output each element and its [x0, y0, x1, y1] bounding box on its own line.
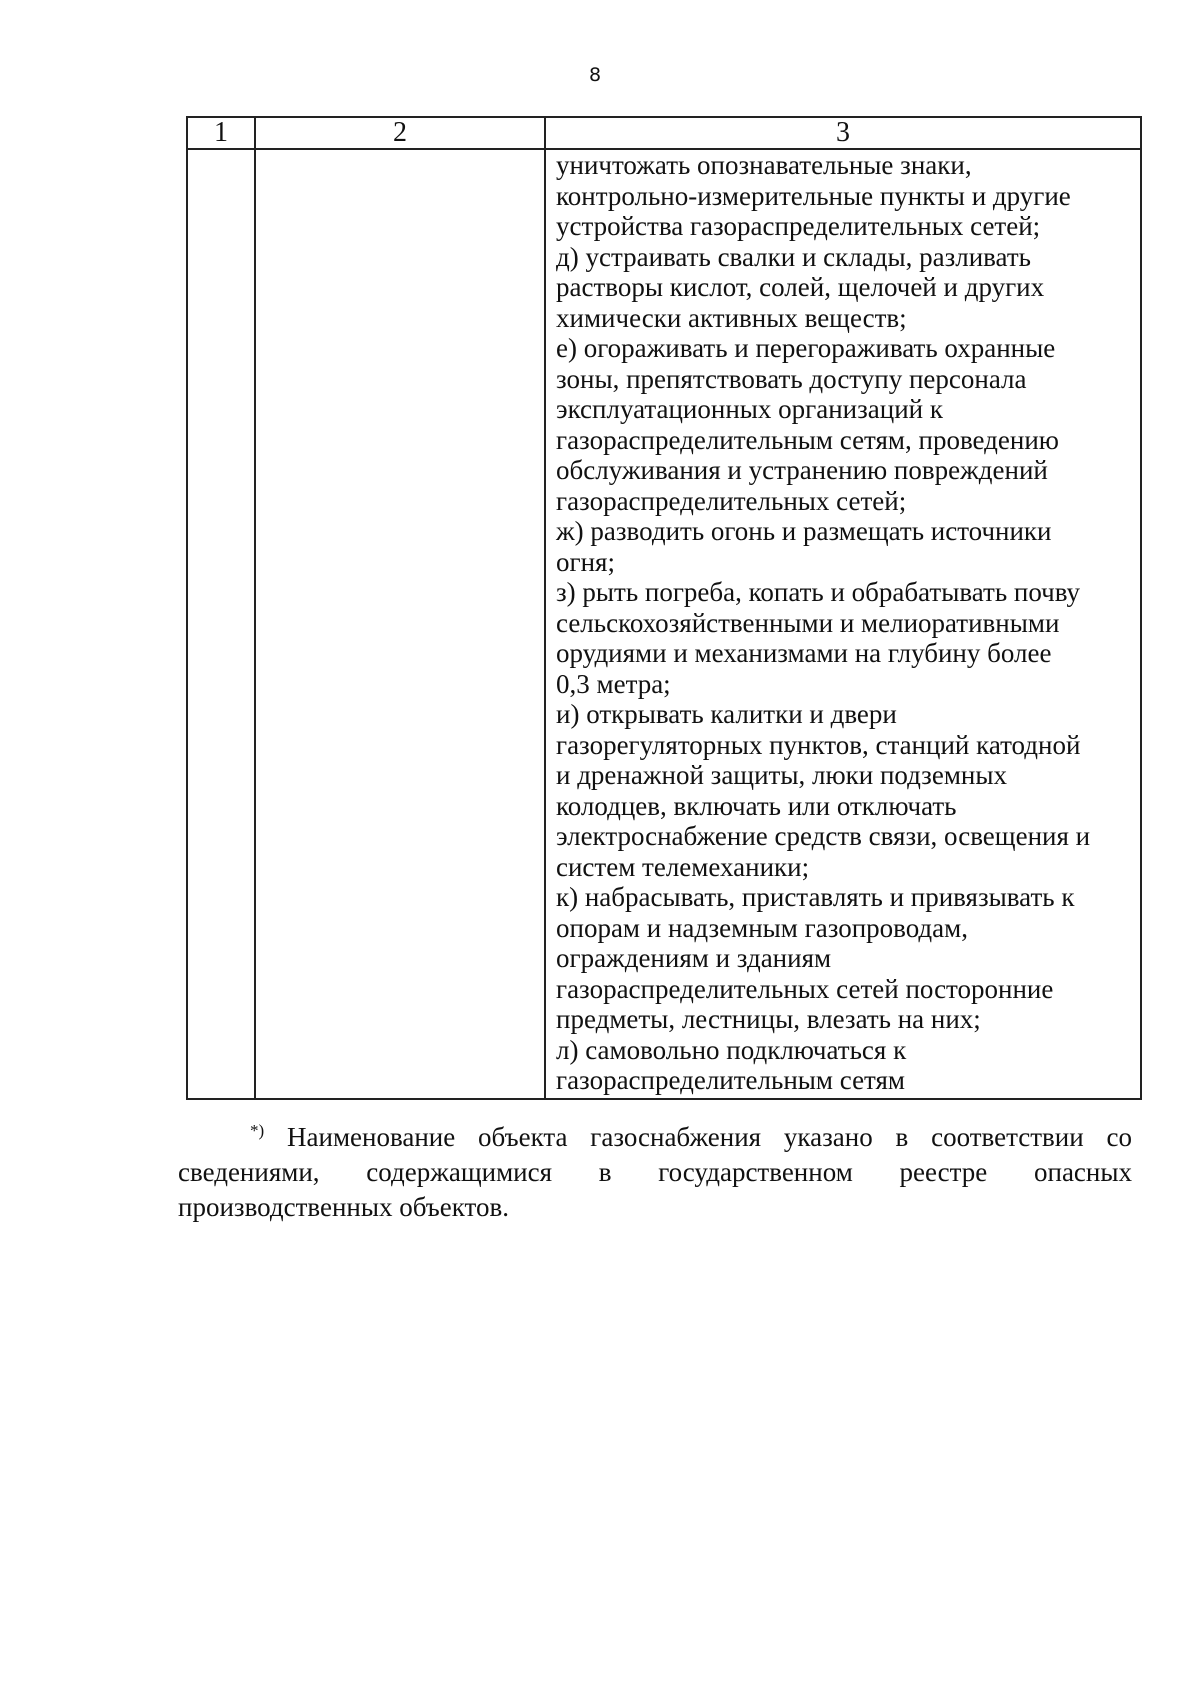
table-cell-line: з) рыть погреба, копать и обрабатывать почву: [556, 577, 1081, 607]
table-cell-line: опорам и надземным газопроводам,: [556, 912, 968, 943]
page-number: 8: [588, 64, 602, 86]
table-cell-line: газораспределительным сетям, проведению: [556, 424, 1059, 455]
table-cell-line: газораспределительным сетям: [556, 1065, 905, 1095]
table-cell-col-1: [187, 149, 255, 1099]
table-cell-col-2: [255, 149, 545, 1099]
table-cell-line: е) огораживать и перегораживать охранные: [556, 333, 1056, 363]
table-cell-line: эксплуатационных организаций к: [556, 394, 943, 424]
table-cell-line: устройства газораспределительных сетей;: [556, 211, 1041, 241]
table-header-col-2: 2: [255, 117, 545, 149]
table-cell-line: химически активных веществ;: [556, 302, 907, 333]
table-cell-line: систем телемеханики;: [556, 851, 810, 882]
table-header-col-3: 3: [545, 117, 1141, 149]
table-cell-line: колодцев, включать или отключать: [556, 790, 957, 821]
footnote: [178, 1120, 1132, 1225]
table-cell-line: контрольно-измерительные пункты и другие: [556, 180, 1071, 211]
table-cell-line: д) устраивать свалки и склады, разливать: [556, 241, 1031, 272]
table-cell-line: огня;: [556, 546, 615, 577]
table-row: [187, 149, 1141, 1099]
footnote-text: Наименование объекта газоснабжения указано в соответствии со сведениями, содержащимися в государственном реестре опасных производственных объектов.: [178, 1122, 1133, 1222]
table-cell-line: к) набрасывать, приставлять и привязывать к: [556, 882, 1075, 912]
table-cell-line: ж) разводить огонь и размещать источники: [556, 516, 1052, 546]
table-cell-line: и) открывать калитки и двери: [556, 699, 897, 729]
table-cell-line: газорегуляторных пунктов, станций катодной: [556, 729, 1081, 760]
table-cell-line: и дренажной защиты, люки подземных: [556, 760, 1008, 790]
table-cell-line: ограждениям и зданиям: [556, 943, 832, 973]
prohibitions-list: [546, 150, 1140, 1098]
restrictions-table: [186, 116, 1142, 1100]
table-cell-line: уничтожать опознавательные знаки,: [556, 150, 972, 180]
table-cell-line: зоны, препятствовать доступу персонала: [556, 363, 1027, 394]
footnote-marker: *): [250, 1121, 265, 1140]
table-cell-line: 0,3 метра;: [556, 668, 671, 699]
table-cell-col-3: [545, 149, 1141, 1099]
table-cell-line: растворы кислот, солей, щелочей и других: [556, 272, 1045, 302]
table-cell-line: орудиями и механизмами на глубину более: [556, 638, 1052, 668]
table-cell-line: обслуживания и устранению повреждений: [556, 455, 1048, 485]
table-cell-line: предметы, лестницы, влезать на них;: [556, 1004, 981, 1034]
table-header-col-1: 1: [187, 117, 255, 149]
table-cell-line: газораспределительных сетей посторонние: [556, 973, 1054, 1004]
table-header-row: [187, 117, 1141, 149]
table-cell-line: газораспределительных сетей;: [556, 485, 907, 516]
table-cell-line: электроснабжение средств связи, освещения и: [556, 821, 1091, 851]
table-cell-line: сельскохозяйственными и мелиоративными: [556, 607, 1060, 638]
table-cell-line: л) самовольно подключаться к: [556, 1034, 907, 1065]
